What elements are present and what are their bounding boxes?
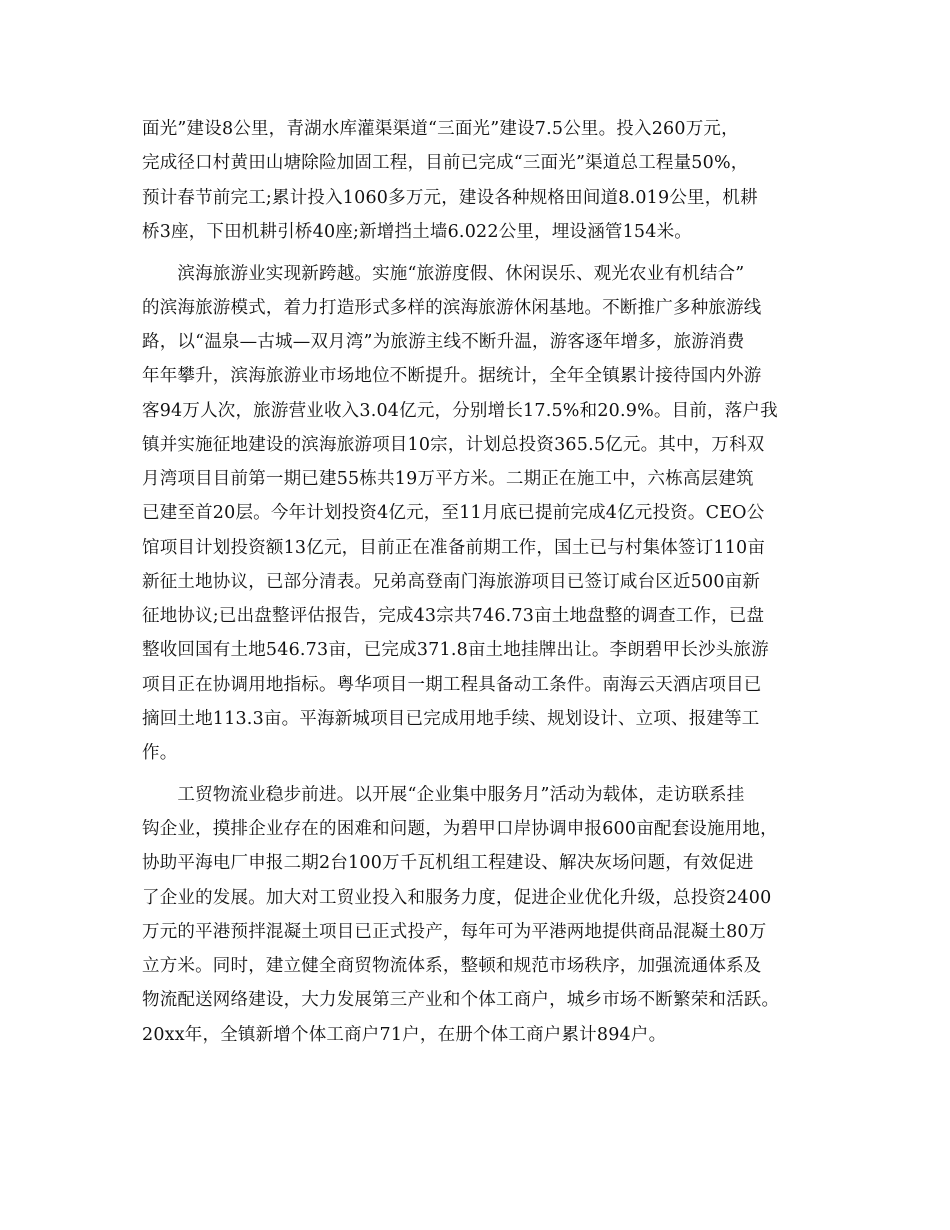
text-line: 已建至首20层。今年计划投资4亿元，至11月底已提前完成4亿元投资。CEO公 (142, 503, 765, 523)
text-line: 新征土地协议，已部分清表。兄弟高登南门海旅游项目已签订咸台区近500亩新 (142, 572, 761, 592)
text-line: 预计春节前完工;累计投入1060多万元，建设各种规格田间道8.019公里，机耕 (142, 188, 758, 208)
text-line: 立方米。同时，建立健全商贸物流体系，整顿和规范市场秩序，加强流通体系及 (142, 956, 762, 976)
text-line: 月湾项目目前第一期已建55栋共19万平方米。二期正在施工中，六栋高层建筑 (142, 469, 754, 489)
text-line: 20xx年，全镇新增个体工商户71户，在册个体工商户累计894户。 (142, 1025, 667, 1045)
text-line: 了企业的发展。加大对工贸业投入和服务力度，促进企业优化升级，总投资2400 (142, 888, 772, 908)
text-line: 路，以“温泉—古城—双月湾”为旅游主线不断升温，游客逐年增多，旅游消费 (142, 332, 745, 352)
text-line: 钩企业，摸排企业存在的困难和问题，为碧甲口岸协调申报600亩配套设施用地， (142, 819, 778, 839)
text-line: 桥3座，下田机耕引桥40座;新增挡土墙6.022公里，埋设涵管154米。 (142, 222, 692, 242)
text-line: 工贸物流业稳步前进。以开展“企业集中服务月”活动为载体，走访联系挂 (142, 785, 745, 805)
text-line: 项目正在协调用地指标。粤华项目一期工程具备动工条件。南海云天酒店项目已 (142, 675, 762, 695)
text-line: 的滨海旅游模式，着力打造形式多样的滨海旅游休闲基地。不断推广多种旅游线 (142, 298, 762, 318)
text-line: 协助平海电厂申报二期2台100万千瓦机组工程建设、解决灰场问题，有效促进 (142, 853, 754, 873)
text-line: 面光”建设8公里，青湖水库灌渠渠道“三面光”建设7.5公里。投入260万元， (142, 119, 739, 139)
text-line: 完成径口村黄田山塘除险加固工程，目前已完成“三面光”渠道总工程量50%， (142, 153, 749, 173)
text-line: 客94万人次，旅游营业收入3.04亿元，分别增长17.5%和20.9%。目前，落户我 (142, 401, 778, 421)
text-line: 整收回国有土地546.73亩，已完成371.8亩土地挂牌出让。李朗碧甲长沙头旅游 (142, 640, 769, 660)
text-line: 年年攀升，滨海旅游业市场地位不断提升。据统计，全年全镇累计接待国内外游 (142, 366, 762, 386)
text-line: 镇并实施征地建设的滨海旅游项目10宗，计划总投资365.5亿元。其中，万科双 (142, 435, 765, 455)
text-line: 万元的平港预拌混凝土项目已正式投产，每年可为平港两地提供商品混凝土80万 (142, 922, 767, 942)
text-line: 滨海旅游业实现新跨越。实施“旅游度假、休闲误乐、观光农业有机结合” (142, 264, 745, 284)
text-line: 物流配送网络建设，大力发展第三产业和个体工商户，城乡市场不断繁荣和活跃。 (142, 990, 780, 1010)
text-line: 征地协议;已出盘整评估报告，完成43宗共746.73亩土地盘整的调查工作，已盘 (142, 606, 765, 626)
text-line: 作。 (142, 743, 178, 763)
text-line: 摘回土地113.3亩。平海新城项目已完成用地手续、规划设计、立项、报建等工 (142, 709, 760, 729)
text-line: 馆项目计划投资额13亿元，目前正在准备前期工作，国土已与村集体签订110亩 (142, 538, 766, 558)
